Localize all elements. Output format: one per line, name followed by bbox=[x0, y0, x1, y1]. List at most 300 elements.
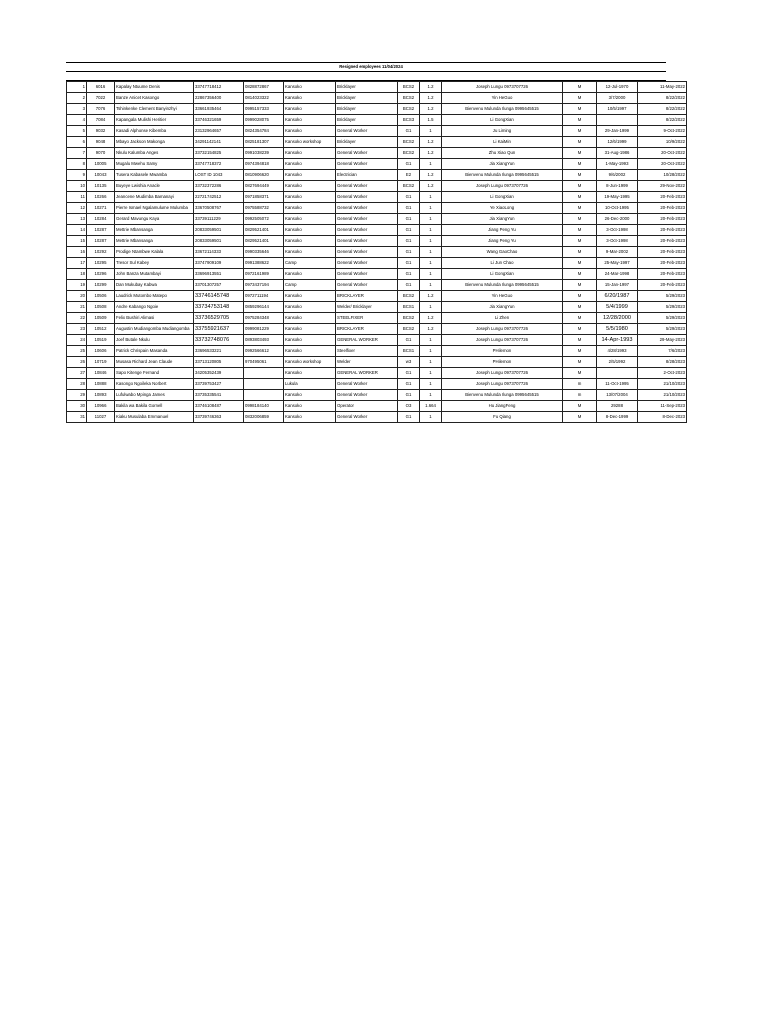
cell-rate: 1.2 bbox=[420, 181, 442, 192]
cell-phone bbox=[244, 368, 284, 379]
cell-rate: 1.2 bbox=[420, 93, 442, 104]
table-row bbox=[67, 324, 687, 335]
cell-employee-name: Tresor Sul Kabey bbox=[115, 258, 194, 269]
cell-employee-name: Mettrie Mbansanga bbox=[115, 236, 194, 247]
cell-location: Kansoko workshop bbox=[284, 137, 336, 148]
cell-location: Kansoko bbox=[284, 82, 336, 93]
cell-resign-date: 7/6/2023 bbox=[638, 346, 687, 357]
cell-birth-date bbox=[597, 368, 638, 379]
cell-resign-date: 21/10/2023 bbox=[638, 390, 687, 401]
cell-employee-name: Jeancene Mudimba Bamanayi bbox=[115, 192, 194, 203]
cell-row-number: 11 bbox=[67, 192, 87, 203]
cell-grade: BCS1 bbox=[398, 302, 420, 313]
cell-employee-id: 10519 bbox=[87, 335, 115, 346]
cell-grade: G1 bbox=[398, 203, 420, 214]
cell-supervisor: Li GongXian bbox=[442, 269, 563, 280]
cell-position: General Worker bbox=[336, 379, 398, 390]
cell-grade: BCS1 bbox=[398, 346, 420, 357]
cell-gender: m bbox=[563, 379, 597, 390]
cell-location: Kansoko bbox=[284, 203, 336, 214]
cell-phone: 0975588732 bbox=[244, 203, 284, 214]
cell-resign-date: 5/29/2023 bbox=[638, 313, 687, 324]
cell-phone: 0893803493 bbox=[244, 335, 284, 346]
cell-row-number: 25 bbox=[67, 346, 87, 357]
cell-resign-date: 5/29/2023 bbox=[638, 302, 687, 313]
cell-employee-name: Sapo Kitenge Fernand bbox=[115, 368, 194, 379]
cell-id-number: 33746108487 bbox=[194, 401, 244, 412]
cell-id-number: 33732154825 bbox=[194, 148, 244, 159]
cell-rate: 1 bbox=[420, 357, 442, 368]
cell-grade: BCS2 bbox=[398, 93, 420, 104]
cell-birth-date: 6/20/1987 bbox=[597, 291, 638, 302]
cell-row-number: 2 bbox=[67, 93, 87, 104]
cell-location: Kansoko bbox=[284, 148, 336, 159]
table-row bbox=[67, 203, 687, 214]
cell-row-number: 23 bbox=[67, 324, 87, 335]
cell-rate: 1 bbox=[420, 126, 442, 137]
cell-employee-name: John Banza Mutambayi bbox=[115, 269, 194, 280]
cell-rate: 1 bbox=[420, 269, 442, 280]
cell-birth-date: 13/07/2004 bbox=[597, 390, 638, 401]
cell-rate: 1 bbox=[420, 412, 442, 423]
cell-phone bbox=[244, 379, 284, 390]
cell-gender: M bbox=[563, 291, 597, 302]
table-row bbox=[67, 225, 687, 236]
cell-gender: M bbox=[563, 269, 597, 280]
cell-id-number: 22721742512 bbox=[194, 192, 244, 203]
cell-phone: 0825181307 bbox=[244, 137, 284, 148]
cell-row-number: 3 bbox=[67, 104, 87, 115]
cell-id-number: 33661935464 bbox=[194, 104, 244, 115]
cell-position: STEELFIXER bbox=[336, 313, 398, 324]
cell-location: Kansoko bbox=[284, 390, 336, 401]
cell-phone: 970495061 bbox=[244, 357, 284, 368]
cell-supervisor: Joseph Lungu 0973707726 bbox=[442, 82, 563, 93]
cell-gender: M bbox=[563, 137, 597, 148]
cell-gender: M bbox=[563, 401, 597, 412]
cell-position: Bricklayer bbox=[336, 82, 398, 93]
cell-employee-name: Prodige Ntambwe Kalala bbox=[115, 247, 194, 258]
cell-resign-date: 20-Feb-2023 bbox=[638, 203, 687, 214]
cell-location: Kansoko bbox=[284, 291, 336, 302]
cell-birth-date: 14-Apr-1993 bbox=[597, 335, 638, 346]
cell-id-number: 33736529705 bbox=[194, 313, 244, 324]
cell-birth-date: 25-May-1997 bbox=[597, 258, 638, 269]
cell-phone bbox=[244, 390, 284, 401]
cell-position: Welder bbox=[336, 357, 398, 368]
table-row bbox=[67, 104, 687, 115]
table-row bbox=[67, 214, 687, 225]
table-row bbox=[67, 93, 687, 104]
cell-gender: M bbox=[563, 192, 597, 203]
cell-employee-id: 7022 bbox=[87, 93, 115, 104]
cell-id-number: 33747909109 bbox=[194, 258, 244, 269]
cell-location: Kansoko bbox=[284, 159, 336, 170]
cell-employee-name: Kasongo Ngoileka Norbert bbox=[115, 379, 194, 390]
cell-birth-date: 15-Jan-1997 bbox=[597, 280, 638, 291]
cell-phone: 0827694449 bbox=[244, 181, 284, 192]
cell-employee-name: Dan Mukubay Kabwa bbox=[115, 280, 194, 291]
cell-location: Kansoko bbox=[284, 269, 336, 280]
cell-gender: M bbox=[563, 335, 597, 346]
cell-grade: BCS2 bbox=[398, 82, 420, 93]
table-row bbox=[67, 148, 687, 159]
cell-rate: 1 bbox=[420, 192, 442, 203]
cell-birth-date: 31-Aug-1986 bbox=[597, 148, 638, 159]
cell-employee-name: Tshinkenke Clement Banyinzhyi bbox=[115, 104, 194, 115]
table-row bbox=[67, 159, 687, 170]
cell-id-number: 34291142141 bbox=[194, 137, 244, 148]
cell-resign-date: 20-Feb-2023 bbox=[638, 247, 687, 258]
cell-gender: M bbox=[563, 170, 597, 181]
cell-resign-date: 2-Oct-2023 bbox=[638, 368, 687, 379]
cell-resign-date: 8/22/2022 bbox=[638, 115, 687, 126]
cell-supervisor: Li GongXian bbox=[442, 192, 563, 203]
cell-phone: 0824354784 bbox=[244, 126, 284, 137]
cell-gender: M bbox=[563, 115, 597, 126]
cell-rate: 1 bbox=[420, 390, 442, 401]
cell-supervisor: Li Jun Chao bbox=[442, 258, 563, 269]
table-row bbox=[67, 126, 687, 137]
cell-supervisor: Hu JiangFeng bbox=[442, 401, 563, 412]
cell-resign-date: 29-May-2023 bbox=[638, 335, 687, 346]
cell-rate: 1 bbox=[420, 247, 442, 258]
cell-employee-id: 10135 bbox=[87, 181, 115, 192]
cell-phone: 0992566612 bbox=[244, 346, 284, 357]
cell-id-number: 33755921637 bbox=[194, 324, 244, 335]
cell-grade: G1 bbox=[398, 390, 420, 401]
cell-grade: G1 bbox=[398, 335, 420, 346]
cell-supervisor: Wang GaoChao bbox=[442, 247, 563, 258]
cell-gender: M bbox=[563, 214, 597, 225]
table-row bbox=[67, 335, 687, 346]
cell-resign-date: 10/28/2022 bbox=[638, 170, 687, 181]
table-row bbox=[67, 280, 687, 291]
cell-id-number: 33739111229 bbox=[194, 214, 244, 225]
cell-location: Kansoko bbox=[284, 412, 336, 423]
cell-resign-date: 5/29/2023 bbox=[638, 291, 687, 302]
table-row bbox=[67, 236, 687, 247]
cell-location: Kansoko bbox=[284, 115, 336, 126]
cell-row-number: 26 bbox=[67, 357, 87, 368]
cell-phone: 0975284348 bbox=[244, 313, 284, 324]
cell-gender: M bbox=[563, 258, 597, 269]
cell-position: General Worker bbox=[336, 236, 398, 247]
cell-employee-id: 9032 bbox=[87, 126, 115, 137]
cell-employee-id: 10284 bbox=[87, 214, 115, 225]
cell-employee-id: 10512 bbox=[87, 324, 115, 335]
cell-grade: BCS2 bbox=[398, 104, 420, 115]
cell-birth-date: 1-May-1993 bbox=[597, 159, 638, 170]
cell-location: Kansoko bbox=[284, 324, 336, 335]
cell-position: General Worker bbox=[336, 148, 398, 159]
table-row bbox=[67, 412, 687, 423]
table-row bbox=[67, 390, 687, 401]
cell-supervisor: PHilemon bbox=[442, 357, 563, 368]
cell-birth-date: 3/7/2000 bbox=[597, 93, 638, 104]
cell-row-number: 20 bbox=[67, 291, 87, 302]
cell-row-number: 15 bbox=[67, 236, 87, 247]
cell-resign-date: 20-Feb-2023 bbox=[638, 236, 687, 247]
employee-table bbox=[66, 81, 687, 423]
cell-row-number: 8 bbox=[67, 159, 87, 170]
cell-resign-date: 20-Oct-2022 bbox=[638, 159, 687, 170]
cell-birth-date: 11-Oct-1995 bbox=[597, 379, 638, 390]
blank-row bbox=[66, 72, 666, 81]
cell-supervisor: Bienvenu Mulunda Ilunga 0995645515 bbox=[442, 390, 563, 401]
cell-position: General Worker bbox=[336, 225, 398, 236]
cell-grade: BCS2 bbox=[398, 291, 420, 302]
cell-grade: G1 bbox=[398, 225, 420, 236]
cell-employee-id: 9048 bbox=[87, 137, 115, 148]
cell-row-number: 27 bbox=[67, 368, 87, 379]
cell-phone: 0973437194 bbox=[244, 280, 284, 291]
cell-phone: 0999028075 bbox=[244, 115, 284, 126]
cell-location: Kansoko bbox=[284, 247, 336, 258]
cell-location: Kansoko bbox=[284, 346, 336, 357]
cell-phone: 0999081229 bbox=[244, 324, 284, 335]
cell-location: Kansoko bbox=[284, 236, 336, 247]
cell-employee-id: 10606 bbox=[87, 346, 115, 357]
cell-id-number: 33739746363 bbox=[194, 412, 244, 423]
cell-resign-date: 11-May-2022 bbox=[638, 82, 687, 93]
table-row bbox=[67, 346, 687, 357]
cell-phone: 0974394818 bbox=[244, 159, 284, 170]
cell-grade: G1 bbox=[398, 368, 420, 379]
cell-row-number: 5 bbox=[67, 126, 87, 137]
cell-supervisor: Ye XiaoLong bbox=[442, 203, 563, 214]
cell-position: General Worker bbox=[336, 181, 398, 192]
cell-id-number: 33746145748 bbox=[194, 291, 244, 302]
cell-grade: G1 bbox=[398, 269, 420, 280]
cell-employee-id: 10005 bbox=[87, 159, 115, 170]
cell-rate: 1 bbox=[420, 379, 442, 390]
cell-resign-date: 11-Sep-2023 bbox=[638, 401, 687, 412]
cell-gender: M bbox=[563, 412, 597, 423]
cell-position: General Worker bbox=[336, 159, 398, 170]
table-row bbox=[67, 137, 687, 148]
cell-grade: O3 bbox=[398, 401, 420, 412]
cell-position: General Worker bbox=[336, 269, 398, 280]
cell-rate: 1.2 bbox=[420, 104, 442, 115]
cell-resign-date: 10/9/2022 bbox=[638, 137, 687, 148]
cell-birth-date: 19-May-1995 bbox=[597, 192, 638, 203]
cell-rate: 1 bbox=[420, 258, 442, 269]
cell-employee-id: 10893 bbox=[87, 390, 115, 401]
cell-location: Kansoko bbox=[284, 401, 336, 412]
cell-id-number: 33713120805 bbox=[194, 357, 244, 368]
cell-row-number: 7 bbox=[67, 148, 87, 159]
cell-birth-date: 8-Dec-1999 bbox=[597, 412, 638, 423]
cell-rate: 1 bbox=[420, 203, 442, 214]
cell-gender: M bbox=[563, 104, 597, 115]
cell-gender: M bbox=[563, 346, 597, 357]
cell-employee-name: Pierre Ismael Ngalamulume Mulumba bbox=[115, 203, 194, 214]
table-row bbox=[67, 82, 687, 93]
cell-position: Bricklayer bbox=[336, 115, 398, 126]
cell-supervisor: Joseph Lungu 0973707726 bbox=[442, 379, 563, 390]
cell-phone: 0832006859 bbox=[244, 412, 284, 423]
cell-position: GENERAL WORKER bbox=[336, 335, 398, 346]
table-row bbox=[67, 357, 687, 368]
cell-employee-name: Kapangala Mulishi Heritier bbox=[115, 115, 194, 126]
cell-row-number: 12 bbox=[67, 203, 87, 214]
cell-phone: 0972161989 bbox=[244, 269, 284, 280]
cell-rate: 1 bbox=[420, 159, 442, 170]
cell-position: BRICKLAYER bbox=[336, 324, 398, 335]
cell-resign-date: 20-Feb-2023 bbox=[638, 214, 687, 225]
cell-birth-date bbox=[597, 115, 638, 126]
cell-employee-name: Kiaku Musulaba Emmanuel bbox=[115, 412, 194, 423]
table-row bbox=[67, 247, 687, 258]
cell-employee-name: Laudrick Mutombo Matepo bbox=[115, 291, 194, 302]
cell-birth-date: 3-Oct-1998 bbox=[597, 225, 638, 236]
cell-birth-date: 4/28/1993 bbox=[597, 346, 638, 357]
table-row bbox=[67, 379, 687, 390]
cell-employee-name: Kasadi Alphonse Kibemba bbox=[115, 126, 194, 137]
cell-employee-id: 10292 bbox=[87, 247, 115, 258]
cell-row-number: 9 bbox=[67, 170, 87, 181]
cell-id-number: 33747718412 bbox=[194, 82, 244, 93]
cell-birth-date: 5/5/1980 bbox=[597, 324, 638, 335]
cell-row-number: 21 bbox=[67, 302, 87, 313]
cell-rate: 1.2 bbox=[420, 82, 442, 93]
cell-gender: M bbox=[563, 313, 597, 324]
table-row bbox=[67, 258, 687, 269]
cell-position: Operator bbox=[336, 401, 398, 412]
cell-row-number: 16 bbox=[67, 247, 87, 258]
cell-birth-date: 24-Mar-1998 bbox=[597, 269, 638, 280]
table-body bbox=[67, 82, 687, 423]
cell-row-number: 1 bbox=[67, 82, 87, 93]
cell-position: General Worker bbox=[336, 258, 398, 269]
cell-id-number: 33696533221 bbox=[194, 346, 244, 357]
cell-location: Kansoko bbox=[284, 170, 336, 181]
cell-supervisor: Joseph Lungu 0973707726 bbox=[442, 181, 563, 192]
cell-position: Bricklayer bbox=[336, 137, 398, 148]
cell-rate: 1 bbox=[420, 280, 442, 291]
cell-position: General Worker bbox=[336, 126, 398, 137]
cell-phone: 0995157333 bbox=[244, 104, 284, 115]
cell-gender: M bbox=[563, 203, 597, 214]
cell-supervisor: Jia XiangYun bbox=[442, 302, 563, 313]
cell-supervisor: Joseph Lungu 0973707726 bbox=[442, 368, 563, 379]
cell-resign-date: 8-Dec-2023 bbox=[638, 412, 687, 423]
cell-id-number: 20833059501 bbox=[194, 236, 244, 247]
cell-id-number: 33701307257 bbox=[194, 280, 244, 291]
cell-rate: 1 bbox=[420, 214, 442, 225]
cell-grade: G1 bbox=[398, 412, 420, 423]
cell-rate: 1.2 bbox=[420, 137, 442, 148]
table-row bbox=[67, 269, 687, 280]
cell-phone: 0991388622 bbox=[244, 258, 284, 269]
cell-employee-id: 10509 bbox=[87, 313, 115, 324]
cell-employee-id: 10719 bbox=[87, 357, 115, 368]
cell-resign-date: 20-Feb-2023 bbox=[638, 258, 687, 269]
cell-employee-id: 10846 bbox=[87, 368, 115, 379]
cell-employee-id: 10287 bbox=[87, 225, 115, 236]
cell-supervisor: Li Zhen bbox=[442, 313, 563, 324]
cell-employee-name: Joef Butale Nkulu bbox=[115, 335, 194, 346]
spreadsheet bbox=[66, 62, 685, 423]
cell-birth-date: 12/6/1999 bbox=[597, 137, 638, 148]
cell-grade: G1 bbox=[398, 379, 420, 390]
cell-row-number: 6 bbox=[67, 137, 87, 148]
cell-position: General Worker bbox=[336, 247, 398, 258]
cell-employee-name: Mettrie Mbansanga bbox=[115, 225, 194, 236]
cell-resign-date: 8/22/2022 bbox=[638, 104, 687, 115]
cell-supervisor: Fu Qiang bbox=[442, 412, 563, 423]
cell-phone: 0998184140 bbox=[244, 401, 284, 412]
cell-rate: 1.2 bbox=[420, 324, 442, 335]
cell-gender: M bbox=[563, 225, 597, 236]
cell-rate: 1 bbox=[420, 302, 442, 313]
cell-birth-date: 2/5/1992 bbox=[597, 357, 638, 368]
cell-gender: M bbox=[563, 181, 597, 192]
cell-resign-date: 20-Feb-2023 bbox=[638, 280, 687, 291]
cell-gender: m bbox=[563, 390, 597, 401]
cell-location: Kansoko bbox=[284, 104, 336, 115]
cell-supervisor: Joseph Lungu 0973707726 bbox=[442, 324, 563, 335]
cell-employee-id: 10506 bbox=[87, 291, 115, 302]
cell-id-number: 33696913551 bbox=[194, 269, 244, 280]
cell-employee-id: 10296 bbox=[87, 269, 115, 280]
cell-position: Bricklayer bbox=[336, 104, 398, 115]
cell-phone: 0829521401 bbox=[244, 225, 284, 236]
cell-employee-name: Kapalay Ntuume Denis bbox=[115, 82, 194, 93]
cell-position: General Worker bbox=[336, 280, 398, 291]
cell-resign-date: 20-Oct-2022 bbox=[638, 148, 687, 159]
cell-row-number: 17 bbox=[67, 258, 87, 269]
sheet-title bbox=[66, 62, 666, 71]
cell-gender: M bbox=[563, 302, 597, 313]
cell-position: General Worker bbox=[336, 214, 398, 225]
cell-row-number: 18 bbox=[67, 269, 87, 280]
cell-location: Kansoko bbox=[284, 192, 336, 203]
cell-id-number: 33732372286 bbox=[194, 181, 244, 192]
table-row bbox=[67, 368, 687, 379]
cell-supervisor: Bienvenu Mulunda Ilunga 0995645515 bbox=[442, 170, 563, 181]
cell-employee-name: Lufulwabo Mpinga James bbox=[115, 390, 194, 401]
cell-gender: M bbox=[563, 247, 597, 258]
cell-resign-date: 21/10/2023 bbox=[638, 379, 687, 390]
cell-employee-name: Mugalu Mwehu Samy bbox=[115, 159, 194, 170]
cell-employee-id: 10888 bbox=[87, 379, 115, 390]
cell-grade: G1 bbox=[398, 192, 420, 203]
cell-position: BRICKLAYER bbox=[336, 291, 398, 302]
cell-grade: BCS2 bbox=[398, 324, 420, 335]
cell-gender: M bbox=[563, 126, 597, 137]
table-row bbox=[67, 302, 687, 313]
cell-supervisor: Jiang Peng Yu bbox=[442, 225, 563, 236]
cell-supervisor: Li KaiMin bbox=[442, 137, 563, 148]
cell-supervisor: PHilemon bbox=[442, 346, 563, 357]
cell-supervisor: Joseph Lungu 0973707726 bbox=[442, 335, 563, 346]
cell-employee-name: Augustin Mudiangomba Mudiangomba bbox=[115, 324, 194, 335]
table-row bbox=[67, 401, 687, 412]
cell-id-number: 33670508767 bbox=[194, 203, 244, 214]
cell-supervisor: Jia XiangYun bbox=[442, 159, 563, 170]
cell-supervisor: Bienvenu Mulunda Ilunga 0995645515 bbox=[442, 104, 563, 115]
cell-rate: 1 bbox=[420, 236, 442, 247]
cell-phone: 0972711194 bbox=[244, 291, 284, 302]
table-row bbox=[67, 291, 687, 302]
cell-employee-name: Bakila wa Bakila Gornell bbox=[115, 401, 194, 412]
cell-gender: M bbox=[563, 357, 597, 368]
cell-employee-id: 10295 bbox=[87, 258, 115, 269]
cell-phone: 0814023322 bbox=[244, 93, 284, 104]
cell-grade: G1 bbox=[398, 159, 420, 170]
